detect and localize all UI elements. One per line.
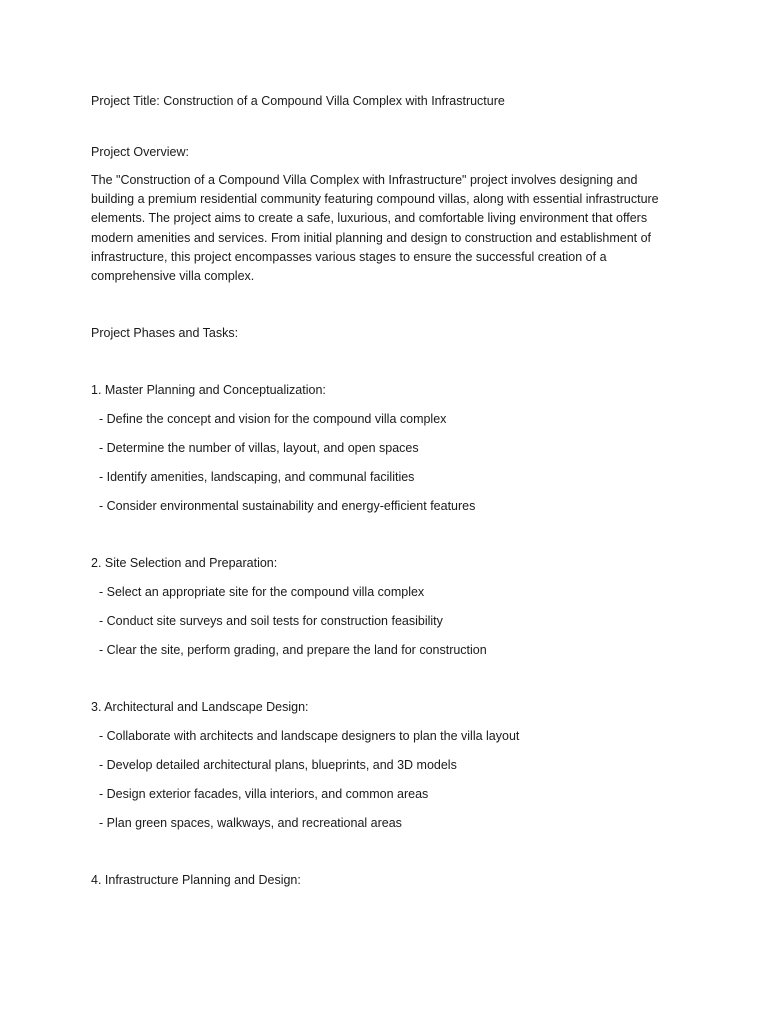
phase-section <box>91 698 691 833</box>
phase-heading: 1. Master Planning and Conceptualization: <box>91 383 326 398</box>
phase-heading: 4. Infrastructure Planning and Design: <box>91 873 301 888</box>
task-item: - Design exterior facades, villa interiors, and common areas <box>99 787 429 802</box>
task-item: - Select an appropriate site for the compound villa complex <box>99 585 425 600</box>
phase-section <box>91 554 691 660</box>
project-title: Project Title: Construction of a Compound Villa Complex with Infrastructure <box>91 94 505 108</box>
overview-line: comprehensive villa complex. <box>91 269 255 284</box>
overview-line: modern amenities and services. From initial planning and design to construction and establishment of <box>91 230 652 245</box>
task-item: - Clear the site, perform grading, and prepare the land for construction <box>99 643 487 658</box>
task-item: - Determine the number of villas, layout, and open spaces <box>99 441 419 456</box>
task-item: - Identify amenities, landscaping, and communal facilities <box>99 470 415 485</box>
task-item: - Develop detailed architectural plans, blueprints, and 3D models <box>99 758 457 773</box>
task-list <box>91 727 691 833</box>
overview-paragraph <box>91 171 691 286</box>
document-page <box>91 92 691 900</box>
overview-line: infrastructure, this project encompasses various stages to ensure the successful creation of a <box>91 249 607 264</box>
overview-heading: Project Overview: <box>91 145 189 159</box>
task-list <box>91 410 691 516</box>
task-item: - Define the concept and vision for the compound villa complex <box>99 412 447 427</box>
overview-line: The "Construction of a Compound Villa Complex with Infrastructure" project involves designing and <box>91 173 638 187</box>
task-item: - Consider environmental sustainability and energy-efficient features <box>99 499 476 514</box>
overview-line: building a premium residential community featuring compound villas, along with essential infrastructure <box>91 192 659 207</box>
task-item: - Conduct site surveys and soil tests for construction feasibility <box>99 614 443 629</box>
phases-heading: Project Phases and Tasks: <box>91 326 239 341</box>
phase-section <box>91 871 691 890</box>
overview-line: elements. The project aims to create a safe, luxurious, and comfortable living environment that offers <box>91 211 648 226</box>
task-item: - Plan green spaces, walkways, and recreational areas <box>99 816 402 831</box>
phase-section <box>91 381 691 516</box>
phase-heading: 3. Architectural and Landscape Design: <box>91 700 309 715</box>
phase-heading: 2. Site Selection and Preparation: <box>91 556 278 571</box>
task-item: - Collaborate with architects and landscape designers to plan the villa layout <box>99 729 520 744</box>
task-list <box>91 583 691 660</box>
